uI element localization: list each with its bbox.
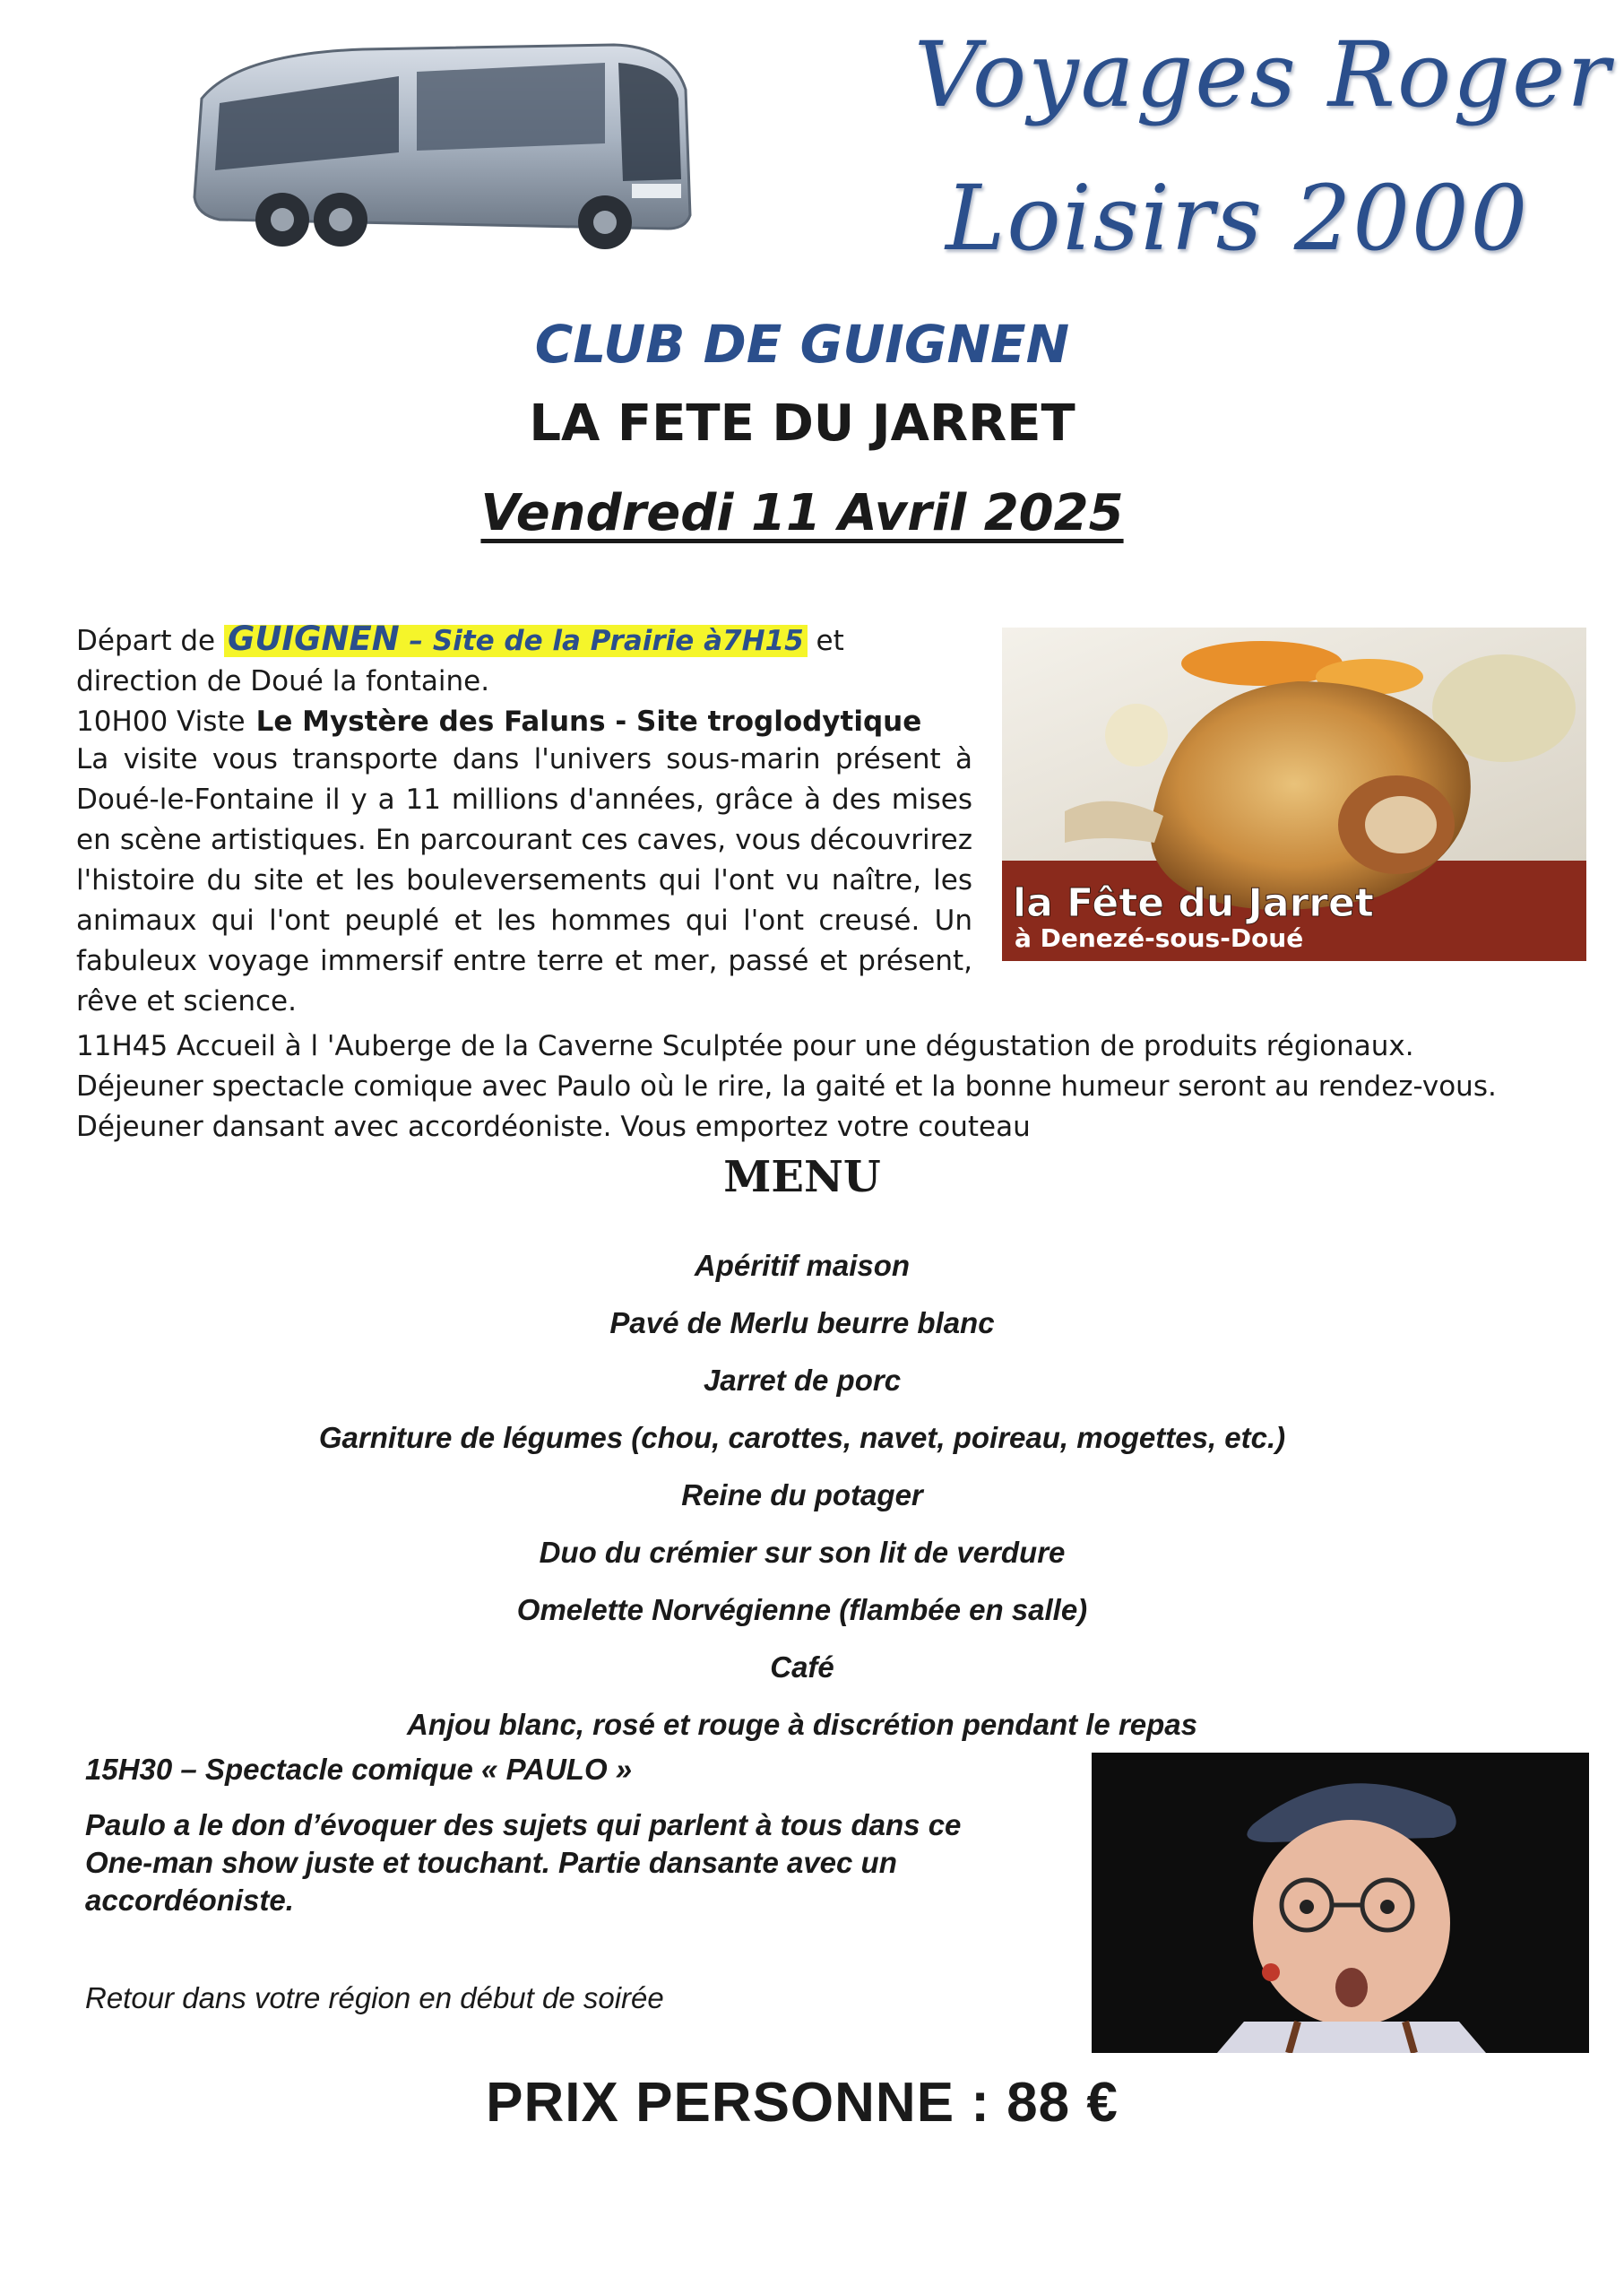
- menu-item: Jarret de porc: [703, 1364, 902, 1397]
- departure-highlight: [224, 619, 808, 658]
- menu-item: Reine du potager: [681, 1478, 923, 1511]
- club-title: CLUB DE GUIGNEN: [534, 314, 1070, 375]
- jarret-caption-title: la Fête du Jarret: [1013, 880, 1374, 926]
- menu-item: Café: [770, 1650, 834, 1684]
- intro-paragraph: [76, 619, 972, 742]
- event-title: LA FETE DU JARRET: [529, 394, 1075, 453]
- program-lines: [76, 1026, 1582, 1148]
- menu-title: MENU: [723, 1152, 881, 1202]
- show-title: 15H30 – Spectacle comique « PAULO »: [85, 1753, 633, 1786]
- menu-item: Duo du crémier sur son lit de verdure: [539, 1536, 1066, 1569]
- departure-place: GUIGNEN: [227, 619, 400, 658]
- paulo-comedian-photo: [1092, 1753, 1589, 2053]
- departure-details: – Site de la Prairie à7H15: [399, 625, 804, 657]
- program-line: Déjeuner spectacle comique avec Paulo où le rire, la gaité et la bonne humeur seront au rendez-vous.: [76, 1070, 1497, 1103]
- menu-item: Pavé de Merlu beurre blanc: [609, 1306, 995, 1339]
- jarret-caption-subtitle: à Denezé-sous-Doué: [1015, 923, 1304, 953]
- menu-item: Anjou blanc, rosé et rouge à discrétion pendant le repas: [406, 1708, 1198, 1741]
- menu-list: [0, 1237, 1604, 1754]
- visit-title: Le Mystère des Faluns - Site troglodytique: [255, 706, 922, 738]
- program-line: 11H45 Accueil à l 'Auberge de la Caverne Sculptée pour une dégustation de produits régionaux.: [76, 1030, 1414, 1062]
- departure-prefix: Départ de: [76, 625, 224, 657]
- event-date-text: Vendredi 11 Avril 2025: [480, 484, 1124, 542]
- show-description: Paulo a le don d’évoquer des sujets qui parlent à tous dans ce One-man show juste et touchant. Partie dansante avec un accordéoniste.: [85, 1808, 962, 1917]
- menu-item: Garniture de légumes (chou, carottes, navet, poireau, mogettes, etc.): [318, 1421, 1286, 1454]
- program-line: Déjeuner dansant avec accordéoniste. Vous emportez votre couteau: [76, 1111, 1031, 1143]
- brand-name-line1: Voyages Roger: [914, 22, 1612, 127]
- menu-item: Omelette Norvégienne (flambée en salle): [516, 1593, 1088, 1626]
- visit-description: La visite vous transporte dans l'univers sous-marin présent à Doué-le-Fontaine il y a 11 millions d'années, grâce à des mises en scène artistiques. En parcourant ces caves, vous découvrirez l'histoire du site et les bouleversements qui l'ont vu naître, les animaux qui l'ont peuplé et les hommes qui l'ont creusé. Un fabuleux voyage immersif entre terre et mer, passé et présent, rêve et science.: [76, 743, 972, 1018]
- event-date: [0, 484, 1604, 542]
- return-note: Retour dans votre région en début de soirée: [85, 1981, 664, 2014]
- coach-bus-image: [184, 36, 695, 260]
- menu-item: Apéritif maison: [694, 1249, 911, 1282]
- jarret-photo: [1002, 628, 1586, 961]
- price-per-person: PRIX PERSONNE : 88 €: [486, 2072, 1119, 2134]
- brand-name-line2: Loisirs 2000: [946, 166, 1530, 271]
- visit-time: 10H00 Viste: [76, 706, 246, 738]
- departure-suffix: et direction de Doué la fontaine.: [76, 625, 844, 697]
